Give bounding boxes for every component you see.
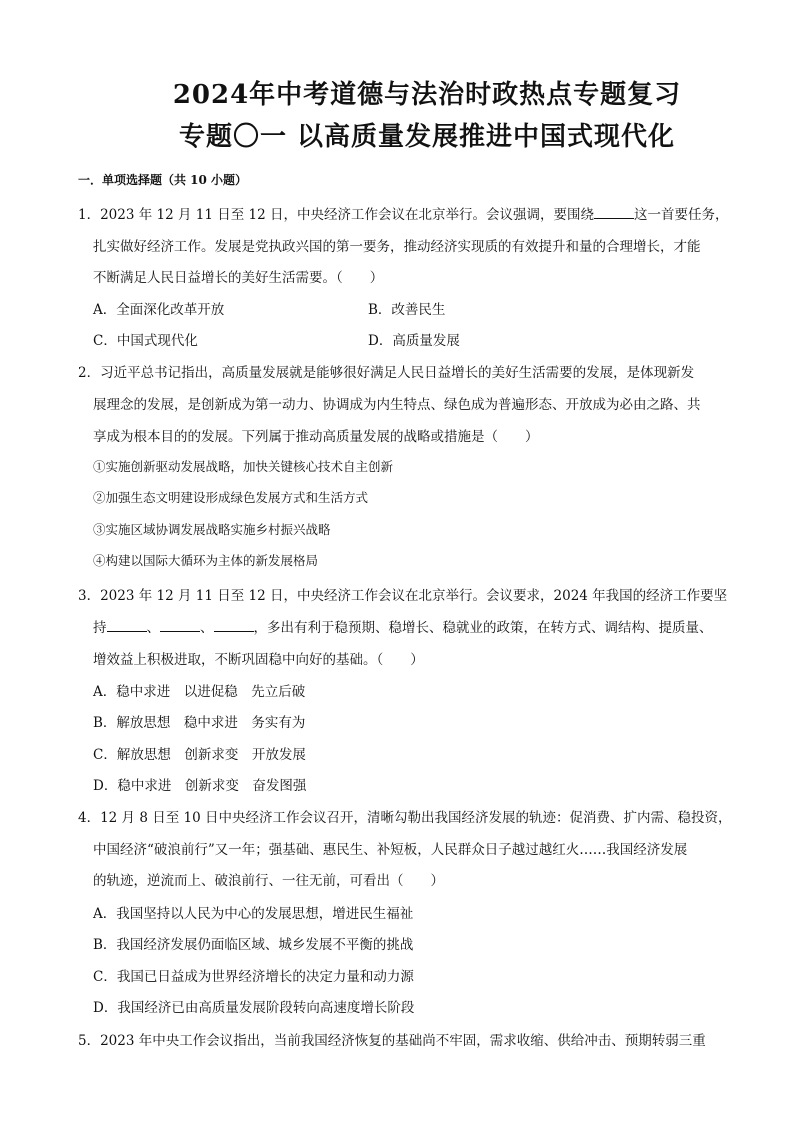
q3-blank-1 [107,619,147,632]
q4-line2: 中国经济“破浪前行”又一年；强基础、惠民生、补短板，人民群众日子越过越红火……我国经济发展 [93,842,688,858]
q2-line1: 2．习近平总书记指出，高质量发展就是能够很好满足人民日益增长的美好生活需要的发展，是体现新发 [78,365,695,381]
q1-blank [594,206,634,219]
q3-option-c: C．解放思想 创新求变 开放发展 [93,747,306,763]
q3-line1: 3．2023 年 12 月 11 日至 12 日，中央经济工作会议在北京举行。会议要求，2024 年我国的经济工作要坚 [78,588,728,604]
section-heading: 一．单项选择题（共 10 小题） [78,173,248,187]
q3-sep-1: 、 [146,620,160,636]
q3-line3: 增效益上积极进取，不断巩固稳中向好的基础。（ ） [93,652,424,668]
q4-line3: 的轨迹，逆流而上、破浪前行、一往无前，可看出（ ） [93,873,444,889]
q2-statement-1: ①实施创新驱动发展战略，加快关键核心技术自主创新 [93,459,394,474]
q1-text: 1．2023 年 12 月 11 日至 12 日，中央经济工作会议在北京举行。会议强调，要围绕 [78,207,595,223]
q1-line1 [78,203,729,223]
q2-line3: 享成为根本目的的发展。下列属于推动高质量发展的战略或措施是（ ） [93,429,539,445]
document-subtitle: 专题〇一 以高质量发展推进中国式现代化 [178,122,676,152]
q3-sep-2: 、 [200,620,214,636]
q5-line1: 5．2023 年中央工作会议指出，当前我国经济恢复的基础尚不牢固，需求收缩、供给冲击、预期转弱三重 [78,1033,706,1049]
q1-option-b: B．改善民生 [368,302,446,318]
q2-statement-2: ②加强生态文明建设形成绿色发展方式和生活方式 [93,490,369,505]
q4-line1: 4．12 月 8 日至 10 日中央经济工作会议召开，清晰勾勒出我国经济发展的轨迹：促消费、扩内需、稳投资， [78,810,732,826]
q3-option-b: B．解放思想 稳中求进 务实有为 [93,715,306,731]
q1-line3: 不断满足人民日益增长的美好生活需要。（ ） [93,270,384,286]
q4-option-c: C．我国已日益成为世界经济增长的决定力量和动力源 [93,969,414,985]
q3-blank-2 [160,619,200,632]
document-title: 2024年中考道德与法治时政热点专题复习 [172,80,682,110]
q3-line2 [93,616,713,636]
q3-text-tail: ，多出有利于稳预期、稳增长、稳就业的政策，在转方式、调结构、提质量、 [253,620,713,636]
q1-line2: 扎实做好经济工作。发展是党执政兴国的第一要务，推动经济实现质的有效提升和量的合理增长，才能 [93,239,701,255]
q1-text-tail: 这一首要任务， [634,207,729,223]
q3-option-d: D．稳中求进 创新求变 奋发图强 [93,778,307,794]
q2-statement-4: ④构建以国际大循环为主体的新发展格局 [93,553,319,568]
q4-option-d: D．我国经济已由高质量发展阶段转向高速度增长阶段 [93,1000,415,1016]
q4-option-b: B．我国经济发展仍面临区域、城乡发展不平衡的挑战 [93,937,414,953]
q2-statement-3: ③实施区域协调发展战略实施乡村振兴战略 [93,522,331,537]
q1-option-a: A．全面深化改革开放 [93,302,225,318]
q1-option-c: C．中国式现代化 [93,333,198,349]
q3-text: 持 [93,620,107,636]
q2-line2: 展理念的发展，是创新成为第一动力、协调成为内生特点、绿色成为普遍形态、开放成为必由之路、共 [93,397,701,413]
q4-option-a: A．我国坚持以人民为中心的发展思想，增进民生福祉 [93,906,414,922]
q1-option-d: D．高质量发展 [368,333,460,349]
q3-blank-3 [214,619,254,632]
q3-option-a: A．稳中求进 以进促稳 先立后破 [93,684,306,700]
